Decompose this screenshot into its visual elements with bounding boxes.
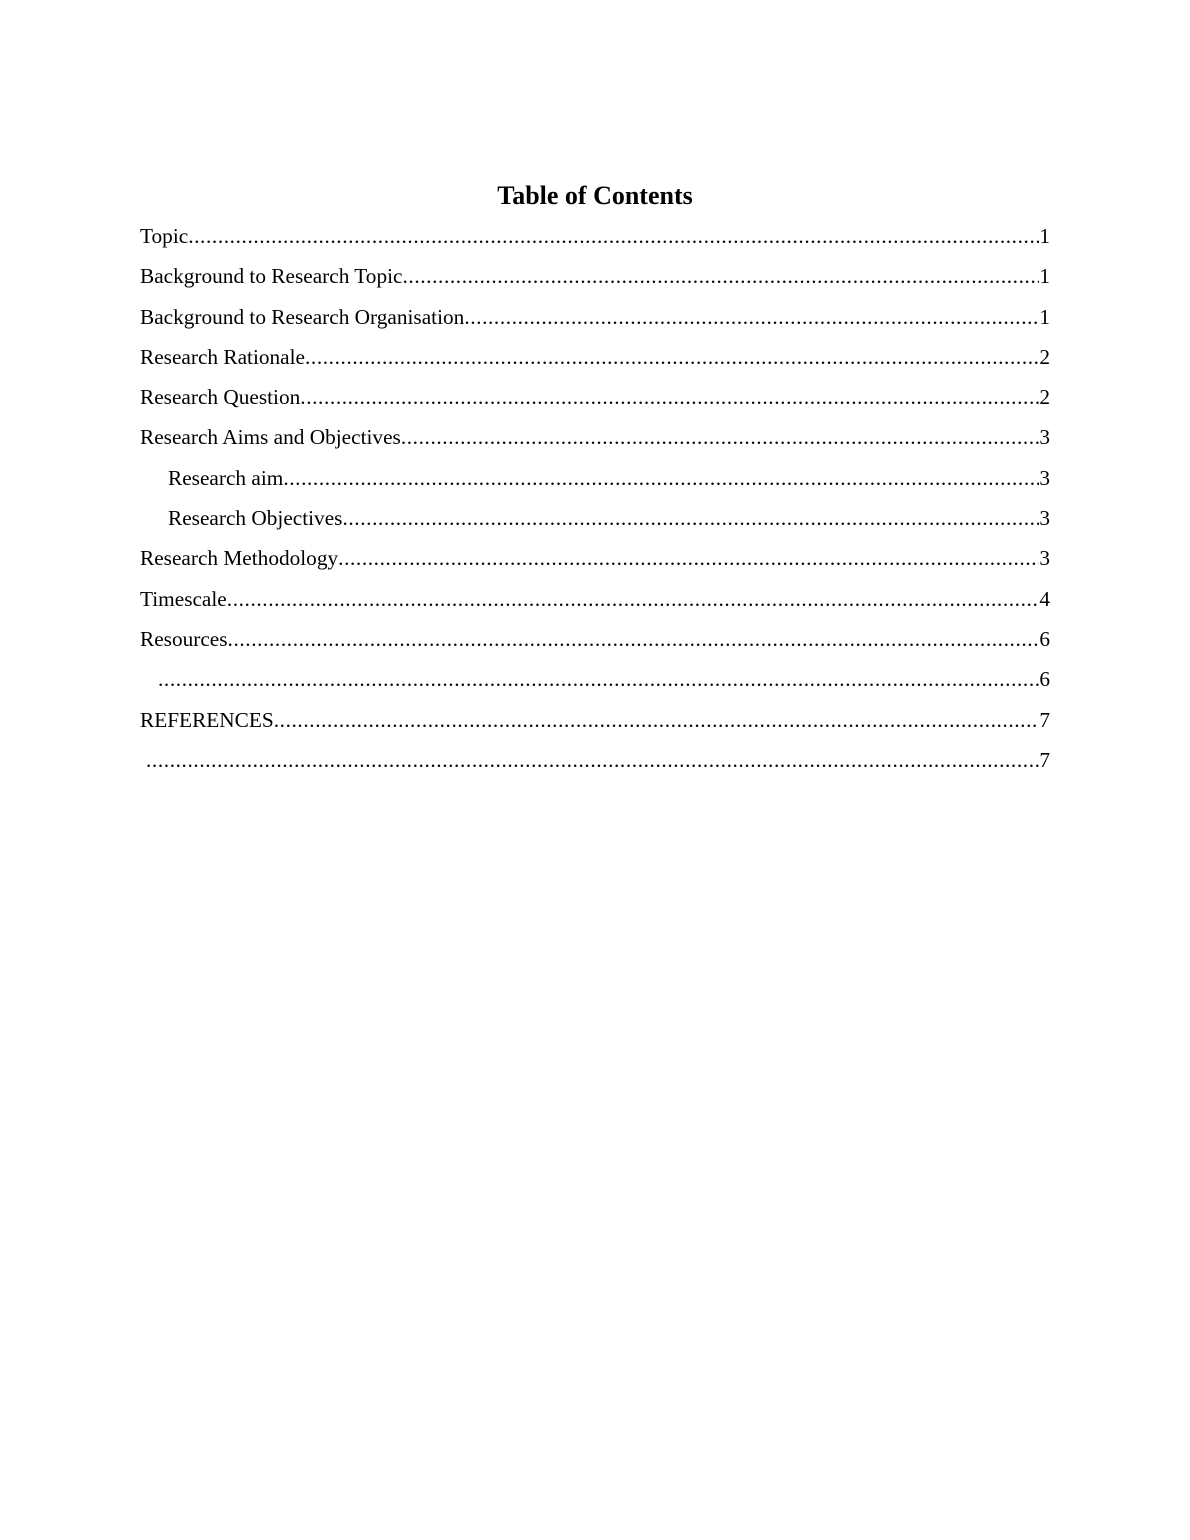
- toc-entry-label: Background to Research Organisation: [140, 304, 465, 329]
- toc-page-number: 1: [1039, 304, 1050, 329]
- toc-dot-leader: [158, 662, 1039, 696]
- toc-page-number: 3: [1039, 506, 1050, 531]
- toc-entry-label: Research Rationale: [140, 344, 305, 369]
- toc-dot-leader: [274, 703, 1040, 737]
- toc-page-number: 1: [1039, 224, 1050, 248]
- toc-entry-label: Timescale: [140, 586, 227, 611]
- toc-dot-leader: [228, 622, 1040, 656]
- toc-dot-leader: [401, 420, 1040, 454]
- toc-page-number: 6: [1039, 626, 1050, 651]
- toc-entry-question[interactable]: [140, 380, 1050, 420]
- toc-entry-topic[interactable]: [140, 219, 1050, 259]
- toc-dot-leader: [464, 300, 1039, 334]
- table-of-contents: [140, 219, 1050, 783]
- toc-page-number: 4: [1039, 586, 1050, 611]
- toc-page-number: 3: [1039, 465, 1050, 490]
- toc-entry-untitled[interactable]: [140, 743, 1050, 783]
- toc-dot-leader: [342, 501, 1039, 535]
- toc-page-number: 3: [1039, 546, 1050, 571]
- toc-entry-label: Research Question: [140, 385, 301, 410]
- toc-page-number: 7: [1039, 747, 1050, 772]
- toc-page-number: 6: [1039, 667, 1050, 692]
- toc-entry-methodology[interactable]: [140, 541, 1050, 581]
- toc-entry-background-organisation[interactable]: [140, 300, 1050, 340]
- toc-entry-label: Research Aims and Objectives: [140, 425, 401, 450]
- toc-entry-aims-objectives[interactable]: [140, 420, 1050, 460]
- toc-entry-research-aim[interactable]: [140, 461, 1050, 501]
- toc-entry-label: REFERENCES: [140, 707, 274, 732]
- toc-entry-references[interactable]: [140, 703, 1050, 743]
- toc-entry-label: Resources: [140, 626, 228, 651]
- toc-entry-untitled[interactable]: [140, 662, 1050, 702]
- toc-entry-label: Background to Research Topic: [140, 264, 403, 289]
- toc-page-number: 2: [1039, 344, 1050, 369]
- toc-page-number: 1: [1039, 264, 1050, 289]
- toc-entry-research-objectives[interactable]: [140, 501, 1050, 541]
- toc-dot-leader: [227, 582, 1040, 616]
- toc-page-number: 7: [1039, 707, 1050, 732]
- toc-dot-leader: [146, 743, 1039, 777]
- toc-page-number: 2: [1039, 385, 1050, 410]
- toc-entry-timescale[interactable]: [140, 582, 1050, 622]
- toc-entry-rationale[interactable]: [140, 340, 1050, 380]
- toc-entry-resources[interactable]: [140, 622, 1050, 662]
- toc-dot-leader: [402, 259, 1039, 293]
- toc-dot-leader: [283, 461, 1039, 495]
- toc-page-number: 3: [1039, 425, 1050, 450]
- toc-entry-background-topic[interactable]: [140, 259, 1050, 299]
- toc-entry-label: Research Methodology: [140, 546, 339, 571]
- toc-dot-leader: [305, 340, 1039, 374]
- toc-entry-label: Topic: [140, 224, 189, 248]
- toc-entry-label: Research Objectives: [168, 506, 343, 531]
- toc-title: Table of Contents: [497, 181, 693, 211]
- toc-entry-label: Research aim: [168, 465, 284, 490]
- toc-dot-leader: [338, 541, 1039, 575]
- toc-dot-leader: [188, 219, 1039, 253]
- toc-dot-leader: [300, 380, 1039, 414]
